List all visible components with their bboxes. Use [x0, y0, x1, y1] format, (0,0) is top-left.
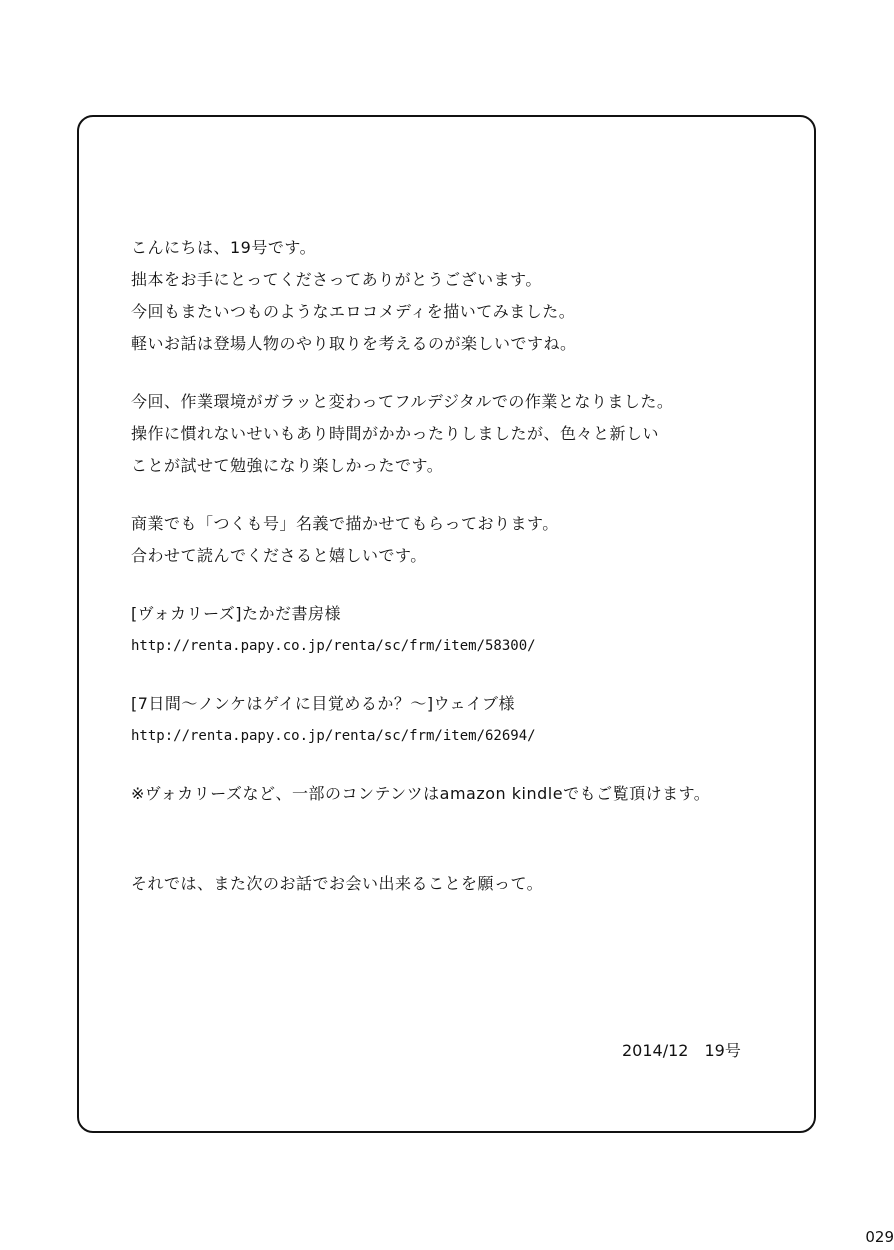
- paragraph-2-line-3: ことが試せて勉強になり楽しかったです。: [131, 456, 444, 475]
- link-2-title: [7日間～ノンケはゲイに目覚めるか？～]ウェイブ様: [131, 694, 515, 713]
- paragraph-3-line-1: 商業でも「つくも号」名義で描かせてもらっております。: [131, 514, 559, 533]
- paragraph-3-line-2: 合わせて読んでくださると嬉しいです。: [131, 546, 427, 565]
- paragraph-gap: [131, 666, 791, 692]
- paragraph-2-line-1: 今回、作業環境がガラッと変わってフルデジタルでの作業となりました。: [131, 392, 674, 411]
- link-1-url[interactable]: http://renta.papy.co.jp/renta/sc/frm/item/58300/: [131, 638, 536, 654]
- paragraph-2-line-2: 操作に慣れないせいもあり時間がかかったりしましたが、色々と新しい: [131, 424, 660, 443]
- paragraph-gap: [131, 576, 791, 602]
- date-signature: 2014/12 19号: [622, 1041, 741, 1060]
- paragraph-gap: [131, 486, 791, 512]
- paragraph-1-line-4: 軽いお話は登場人物のやり取りを考えるのが楽しいですね。: [131, 334, 577, 353]
- afterword-text: [131, 236, 791, 904]
- page-number: 029: [865, 1228, 894, 1246]
- paragraph-gap: [131, 364, 791, 390]
- closing-line: それでは、また次のお話でお会い出来ることを願って。: [131, 874, 544, 893]
- link-1-title: [ヴォカリーズ]たかだ書房様: [131, 604, 342, 623]
- kindle-note: ※ヴォカリーズなど、一部のコンテンツはamazon kindleでもご覧頂けます。: [131, 784, 711, 803]
- paragraph-1-line-1: こんにちは、19号です。: [131, 238, 317, 257]
- paragraph-1-line-3: 今回もまたいつものようなエロコメディを描いてみました。: [131, 302, 576, 321]
- link-2-url[interactable]: http://renta.papy.co.jp/renta/sc/frm/item/62694/: [131, 728, 536, 744]
- paragraph-gap: [131, 756, 791, 782]
- paragraph-1-line-2: 拙本をお手にとってくださってありがとうございます。: [131, 270, 542, 289]
- paragraph-gap-large: [131, 814, 791, 872]
